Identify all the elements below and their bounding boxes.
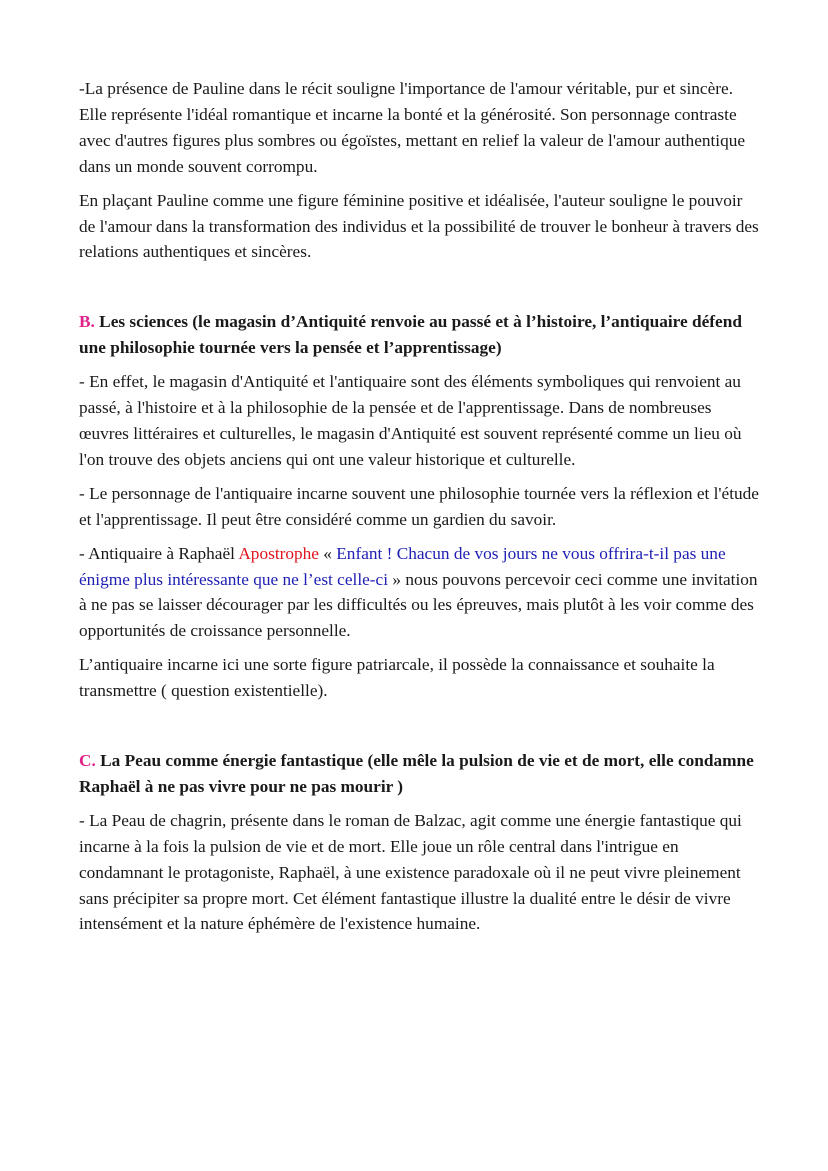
section-c-paragraph-1: - La Peau de chagrin, présente dans le roman de Balzac, agit comme une énergie fantastique qui incarne à la fois la pulsion de vie et de mort. Elle joue un rôle central dans l'intrigue en condamnant le protagoniste, Raphaël, à une existence paradoxale où il ne peut vivre pleinement sans précipiter sa propre mort. Cet élément fantastique illustre la dualité entre le désir de vivre intensément et la nature éphémère de l'existence humaine. <box>79 810 742 934</box>
section-b-letter: B. <box>79 312 95 332</box>
section-b-heading <box>79 309 759 361</box>
quote-open-mark: « <box>318 543 337 563</box>
section-c-title: La Peau comme énergie fantastique (elle mêle la pulsion de vie et de mort, elle condamne Raphaël à ne pas vivre pour ne pas mourir ) <box>79 751 754 796</box>
document-page <box>79 76 759 937</box>
quote-intro: - Antiquaire à Raphaël <box>79 543 239 563</box>
section-b-paragraph-4: L’antiquaire incarne ici une sorte figure patriarcale, il possède la connaissance et souhaite la transmettre ( question existentielle). <box>79 655 715 701</box>
quotation-text: Enfant ! Chacun de vos jours ne vous offrira-t-il pas une énigme plus intéressante que ne l’est celle-ci <box>79 543 726 589</box>
section-c-letter: C. <box>79 751 96 771</box>
quote-analysis: » nous pouvons percevoir ceci comme une invitation à ne pas se laisser décourager par les difficultés ou les épreuves, mais plutôt à les voir comme des opportunités de croissance personnelle. <box>79 569 758 641</box>
pauline-conclusion-paragraph: En plaçant Pauline comme une figure féminine positive et idéalisée, l'auteur souligne le pouvoir de l'amour dans la transformation des individus et la possibilité de trouver le bonheur à travers des relations authentiques et sincères. <box>79 190 759 262</box>
figure-of-speech-label: Apostrophe <box>238 543 319 563</box>
pauline-paragraph: -La présence de Pauline dans le récit souligne l'importance de l'amour véritable, pur et sincère. Elle représente l'idéal romantique et incarne la bonté et la générosité. Son personnage contraste avec d'autres figures plus sombres ou égoïstes, mettant en relief la valeur de l'amour authentique dans un monde souvent corrompu. <box>79 79 746 176</box>
section-b-quote-paragraph <box>79 541 759 645</box>
section-c-heading <box>79 748 759 800</box>
section-b-paragraph-1: - En effet, le magasin d'Antiquité et l'antiquaire sont des éléments symboliques qui renvoient au passé, à l'histoire et à la philosophie de la pensée et de l'apprentissage. Dans de nombreuses œuvres littéraires et culturelles, le magasin d'Antiquité est souvent représenté comme un lieu où l'on trouve des objets anciens qui ont une valeur historique et culturelle. <box>79 372 742 469</box>
section-b-paragraph-2: - Le personnage de l'antiquaire incarne souvent une philosophie tournée vers la réflexion et l'étude et l'apprentissage. Il peut être considéré comme un gardien du savoir. <box>79 483 759 529</box>
section-b-title: Les sciences (le magasin d’Antiquité renvoie au passé et à l’histoire, l’antiquaire défend une philosophie tournée vers la pensée et l’apprentissage) <box>79 312 742 358</box>
